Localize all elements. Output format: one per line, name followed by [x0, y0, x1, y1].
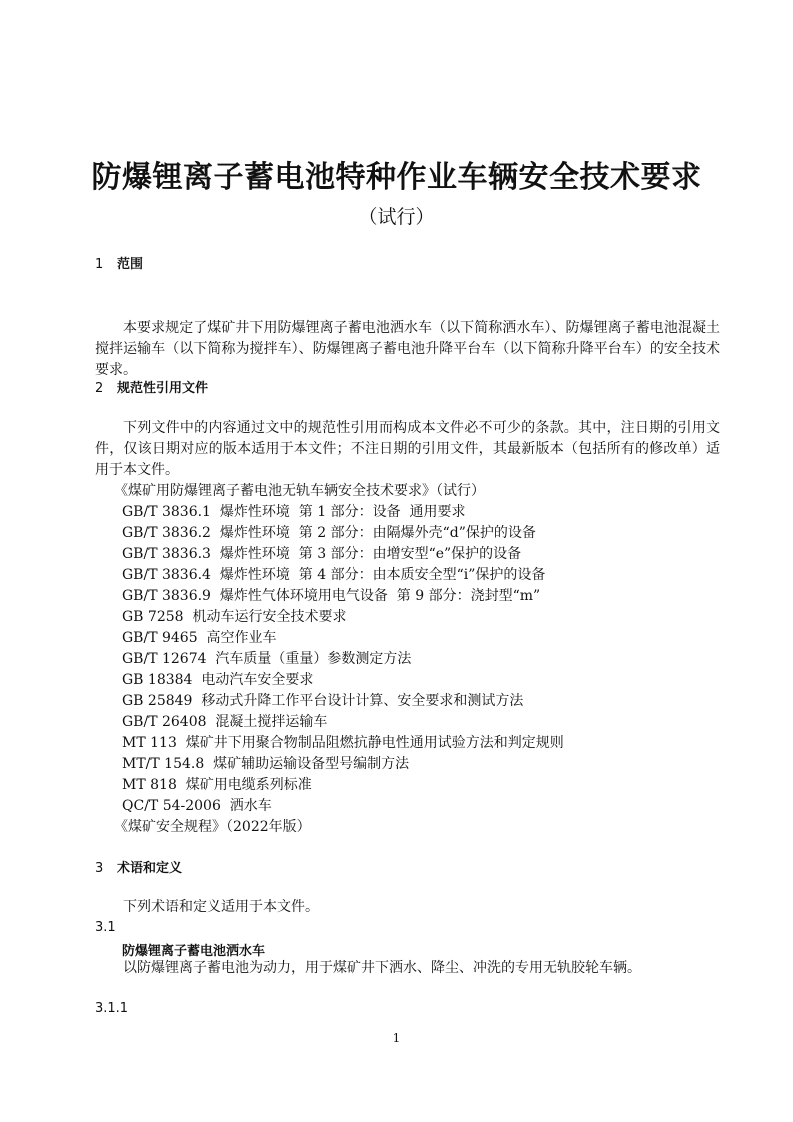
reference-item: GB/T 12674 汽车质量（重量）参数测定方法 [122, 651, 412, 667]
section-heading-3 [95, 857, 182, 876]
section-number: 3 [95, 861, 104, 876]
document-subtitle: （试行） [358, 206, 435, 228]
reference-item: QC/T 54-2006 洒水车 [122, 798, 272, 814]
term-title: 防爆锂离子蓄电池洒水车 [122, 944, 266, 959]
section-title: 范围 [117, 257, 144, 272]
section-heading-1 [95, 253, 143, 272]
section-title: 术语和定义 [117, 861, 183, 876]
reference-item: GB/T 3836.3 爆炸性环境 第 3 部分：由增安型“e”保护的设备 [122, 546, 522, 562]
section-number: 2 [95, 381, 104, 396]
clause-number: 3.1 [95, 920, 116, 935]
reference-item: GB/T 26408 混凝土搅拌运输车 [122, 714, 328, 730]
reference-item: GB/T 3836.1 爆炸性环境 第 1 部分：设备 通用要求 [122, 504, 466, 520]
reference-item: 《煤矿安全规程》（2022年版） [114, 819, 311, 835]
reference-item: GB 7258 机动车运行安全技术要求 [122, 609, 347, 625]
section-number: 1 [95, 257, 104, 272]
reference-item: GB 25849 移动式升降工作平台设计计算、安全要求和测试方法 [122, 693, 524, 709]
page-number: 1 [392, 1031, 401, 1045]
reference-item: 《煤矿用防爆锂离子蓄电池无轨车辆安全技术要求》（试行） [114, 483, 485, 499]
references-intro-paragraph: 下列文件中的内容通过文中的规范性引用而构成本文件必不可少的条款。其中，注日期的引用文件，仅该日期对应的版本适用于本文件；不注日期的引用文件，其最新版本（包括所有的修改单）适用于本文件。 [95, 420, 720, 478]
document-title: 防爆锂离子蓄电池特种作业车辆安全技术要求 [91, 160, 702, 195]
reference-item: MT 113 煤矿井下用聚合物制品阻燃抗静电性通用试验方法和判定规则 [122, 735, 564, 751]
reference-item: GB/T 3836.9 爆炸性气体环境用电气设备 第 9 部分：浇封型“m” [122, 588, 541, 604]
reference-item: GB/T 3836.2 爆炸性环境 第 2 部分：由隔爆外壳“d”保护的设备 [122, 525, 536, 541]
reference-item: MT/T 154.8 煤矿辅助运输设备型号编制方法 [122, 756, 410, 772]
reference-list [114, 481, 564, 838]
term-definition: 以防爆锂离子蓄电池为动力，用于煤矿井下洒水、降尘、冲洗的专用无轨胶轮车辆。 [123, 960, 641, 976]
scope-paragraph: 本要求规定了煤矿井下用防爆锂离子蓄电池洒水车（以下简称洒水车）、防爆锂离子蓄电池混凝土搅拌运输车（以下简称为搅拌车）、防爆锂离子蓄电池升降平台车（以下简称升降平台车）的安全技术要求。 [95, 320, 720, 378]
section-title: 规范性引用文件 [117, 381, 209, 396]
clause-number: 3.1.1 [95, 1001, 129, 1016]
section-heading-2 [95, 377, 208, 396]
reference-item: MT 818 煤矿用电缆系列标准 [122, 777, 312, 793]
reference-item: GB/T 3836.4 爆炸性环境 第 4 部分：由本质安全型“i”保护的设备 [122, 567, 546, 583]
terms-intro-paragraph: 下列术语和定义适用于本文件。 [123, 899, 319, 915]
reference-item: GB/T 9465 高空作业车 [122, 630, 277, 646]
reference-item: GB 18384 电动汽车安全要求 [122, 672, 314, 688]
